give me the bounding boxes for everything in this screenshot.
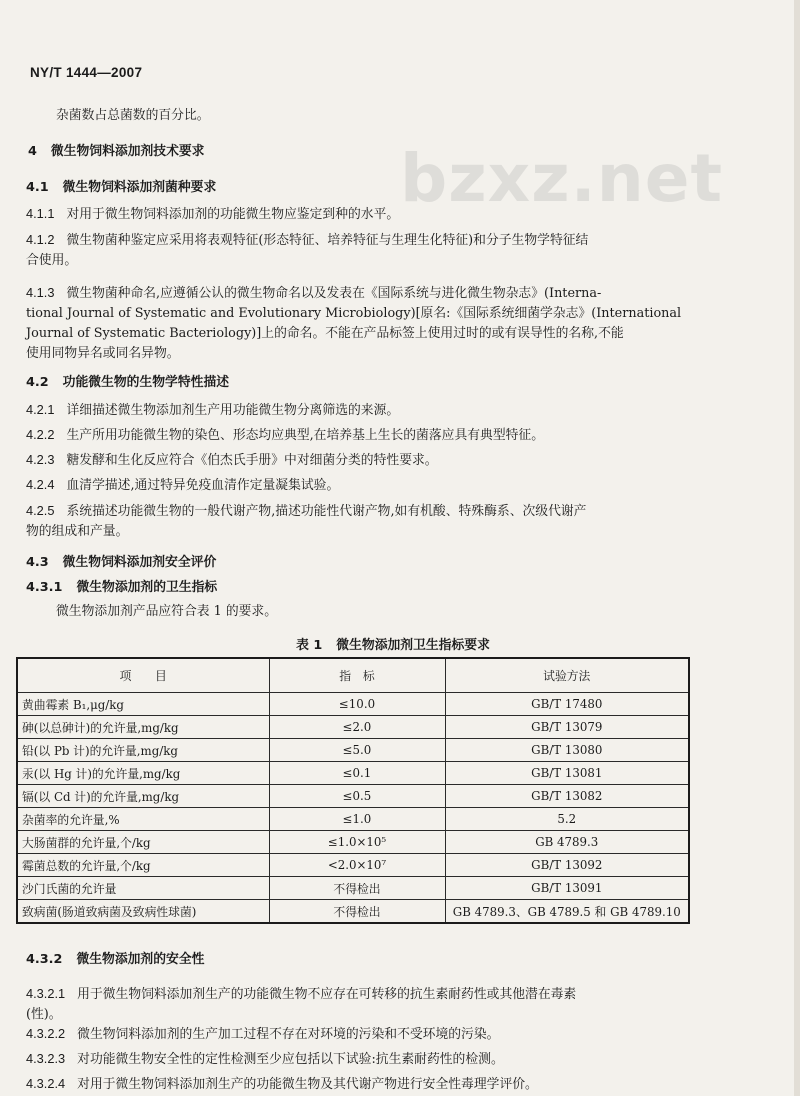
column-header-method: 试验方法 <box>445 658 689 693</box>
clause-4-3-2-3: 4.3.2.3 对功能微生物安全性的定性检测至少应包括以下试验:抗生素耐药性的检测。 <box>26 1051 504 1067</box>
row-item: 沙门氏菌的允许量 <box>17 877 269 900</box>
table-1-caption: 表 1 微生物添加剂卫生指标要求 <box>296 638 490 653</box>
clause-4-2-4: 4.2.4 血清学描述,通过特异免疫血清作定量凝集试验。 <box>26 477 340 493</box>
clause-4-3-2-1: 4.3.2.1 用于微生物饲料添加剂生产的功能微生物不应存在可转移的抗生素耐药性或其他潜在毒素 (性)。 <box>26 986 577 1022</box>
row-item: 大肠菌群的允许量,个/kg <box>17 831 269 854</box>
row-limit: ≤2.0 <box>269 716 445 739</box>
table-row <box>17 693 689 716</box>
clause-4-2-5: 4.2.5 系统描述功能微生物的一般代谢产物,描述功能性代谢产物,如有机酸、特殊酶系、次级代谢产 物的组成和产量。 <box>26 503 587 539</box>
clause-4-3-1-text: 微生物添加剂产品应符合表 1 的要求。 <box>56 604 278 619</box>
row-method: GB/T 13079 <box>445 716 689 739</box>
row-item: 汞(以 Hg 计)的允许量,mg/kg <box>17 762 269 785</box>
table-header-row <box>17 658 689 693</box>
row-item: 黄曲霉素 B₁,μg/kg <box>17 693 269 716</box>
standard-number: NY/T 1444—2007 <box>30 65 143 80</box>
row-item: 杂菌率的允许量,% <box>17 808 269 831</box>
clause-4-3-2-2: 4.3.2.2 微生物饲料添加剂的生产加工过程不存在对环境的污染和不受环境的污染。 <box>26 1026 500 1042</box>
section-4-3-2-heading: 4.3.2 微生物添加剂的安全性 <box>26 952 205 967</box>
clause-4-1-3: 4.1.3 微生物菌种命名,应遵循公认的微生物命名以及发表在《国际系统与进化微生物杂志》(Interna- tional Journal of Systematic and Evolutionary Microbiology)[原名:《国际系统细菌学杂志》(International Journal of Systematic Bacteriology)]上的命名。不能在产品标签上使用过时的或有误导性的名称,不能 使用同物异名或同名异物。 <box>26 285 682 361</box>
table-row <box>17 716 689 739</box>
section-4-3-1-heading: 4.3.1 微生物添加剂的卫生指标 <box>26 580 218 595</box>
table-row <box>17 831 689 854</box>
column-header-item: 项 目 <box>17 658 269 693</box>
row-limit: ≤0.5 <box>269 785 445 808</box>
row-item: 镉(以 Cd 计)的允许量,mg/kg <box>17 785 269 808</box>
row-method: GB/T 13081 <box>445 762 689 785</box>
clause-4-1-2: 4.1.2 微生物菌种鉴定应采用将表观特征(形态特征、培养特征与生理生化特征)和分子生物学特征结 合使用。 <box>26 232 589 268</box>
table-row <box>17 877 689 900</box>
table-row <box>17 762 689 785</box>
section-4-2-heading: 4.2 功能微生物的生物学特性描述 <box>26 375 230 390</box>
row-limit: ≤1.0×10⁵ <box>269 831 445 854</box>
clause-4-1-1: 4.1.1 对用于微生物饲料添加剂的功能微生物应鉴定到种的水平。 <box>26 206 400 222</box>
row-method: GB/T 13082 <box>445 785 689 808</box>
row-limit: ≤5.0 <box>269 739 445 762</box>
section-4-3-heading: 4.3 微生物饲料添加剂安全评价 <box>26 555 217 570</box>
row-method: GB/T 13092 <box>445 854 689 877</box>
row-method: GB/T 17480 <box>445 693 689 716</box>
row-method: GB/T 13080 <box>445 739 689 762</box>
section-4-1-heading: 4.1 微生物饲料添加剂菌种要求 <box>26 180 217 195</box>
row-method: GB 4789.3 <box>445 831 689 854</box>
row-method: 5.2 <box>445 808 689 831</box>
row-item: 砷(以总砷计)的允许量,mg/kg <box>17 716 269 739</box>
row-item: 致病菌(肠道致病菌及致病性球菌) <box>17 900 269 924</box>
row-limit: ≤0.1 <box>269 762 445 785</box>
watermark: bzxz.net <box>400 140 724 217</box>
table-row <box>17 785 689 808</box>
clause-4-2-1: 4.2.1 详细描述微生物添加剂生产用功能微生物分离筛选的来源。 <box>26 402 400 418</box>
row-item: 霉菌总数的允许量,个/kg <box>17 854 269 877</box>
clause-4-2-3: 4.2.3 糖发酵和生化反应符合《伯杰氏手册》中对细菌分类的特性要求。 <box>26 452 438 468</box>
page-edge-shadow <box>794 0 800 1096</box>
row-limit: 不得检出 <box>269 877 445 900</box>
row-limit: 不得检出 <box>269 900 445 924</box>
table-row <box>17 900 689 924</box>
row-item: 铅(以 Pb 计)的允许量,mg/kg <box>17 739 269 762</box>
clause-4-2-2: 4.2.2 生产所用功能微生物的染色、形态均应典型,在培养基上生长的菌落应具有典型特征。 <box>26 427 545 443</box>
row-limit: ≤1.0 <box>269 808 445 831</box>
table-row <box>17 854 689 877</box>
table-row <box>17 808 689 831</box>
clause-4-3-2-4: 4.3.2.4 对用于微生物饲料添加剂生产的功能微生物及其代谢产物进行安全性毒理学评价。 <box>26 1076 538 1092</box>
section-4-heading: 4 微生物饲料添加剂技术要求 <box>28 144 205 159</box>
intro-line: 杂菌数占总菌数的百分比。 <box>56 108 210 123</box>
row-limit: ≤10.0 <box>269 693 445 716</box>
row-limit: <2.0×10⁷ <box>269 854 445 877</box>
row-method: GB/T 13091 <box>445 877 689 900</box>
hygiene-index-table <box>16 657 690 924</box>
row-method: GB 4789.3、GB 4789.5 和 GB 4789.10 <box>445 900 689 924</box>
table-row <box>17 739 689 762</box>
column-header-limit: 指 标 <box>269 658 445 693</box>
